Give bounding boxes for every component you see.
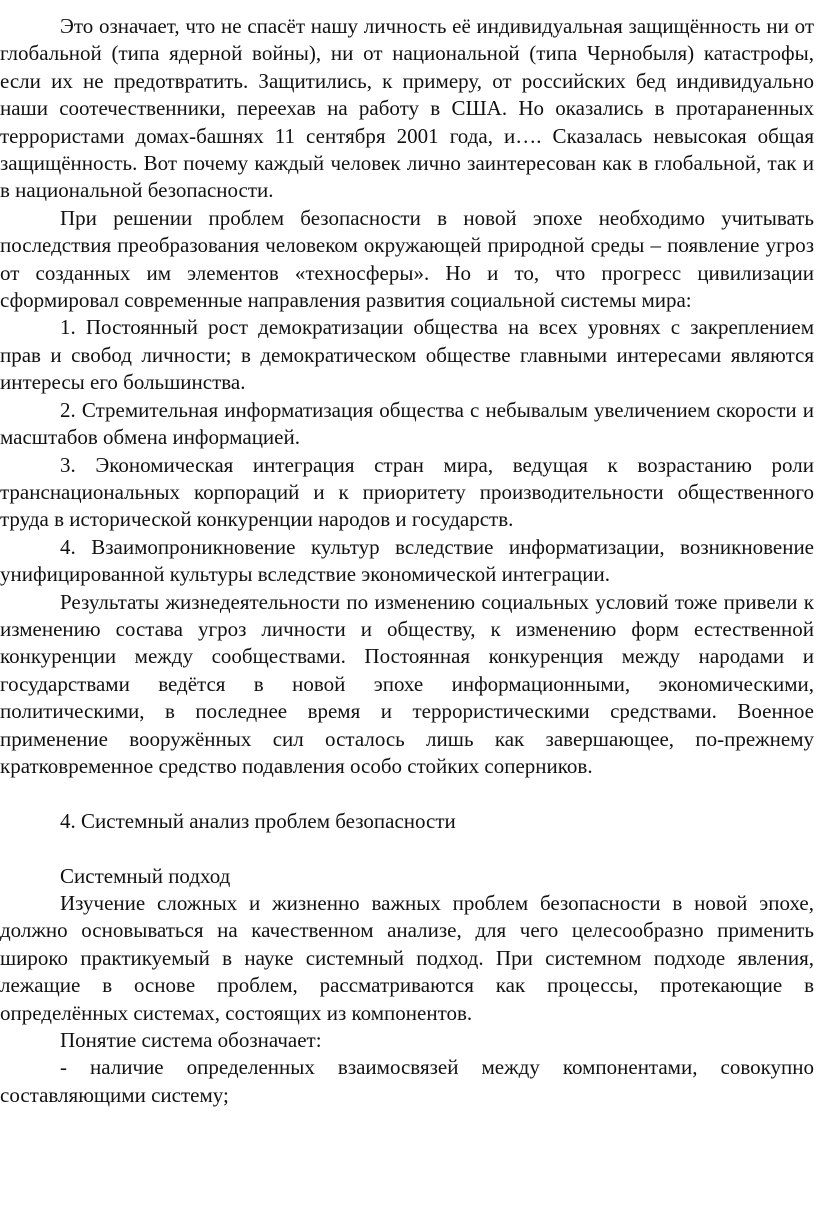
paragraph-security-problems: При решении проблем безопасности в новой эпохе необходимо учитывать последствия преобразования человеком окружающей природной среды – появление угроз от созданных им элементов «техносферы». Но и то, что прогресс цивилизации сформировал современные направления развития социальной системы мира: (0, 205, 814, 313)
document-page (0, 13, 814, 1109)
paragraph-intro: Это означает, что не спасёт нашу личность её индивидуальная защищённость ни от глобальной (типа ядерной войны), ни от национальной (типа Чернобыля) катастрофы, если их не предотвратить. Защитились, к примеру, от российских бед индивидуально наши соотечественники, переехав на работу в США. Но оказались в протараненных террористами домах-башнях 11 сентября 2001 года, и…. Сказалась невысокая общая защищённость. Вот почему каждый человек лично заинтересован как в глобальной, так и в национальной безопасности. (0, 14, 814, 203)
list-item-2: 2. Стремительная информатизация общества с небывалым увеличением скорости и масштабов обмена информацией. (0, 397, 814, 450)
paragraph-system-concept: Понятие система обозначает: (60, 1028, 322, 1052)
blank-line (0, 780, 814, 807)
list-item-4: 4. Взаимопроникновение культур вследствие информатизации, возникновение унифицированной культуры вследствие экономической интеграции. (0, 534, 814, 587)
paragraph-system-approach: Изучение сложных и жизненно важных проблем безопасности в новой эпохе, должно основываться на качественном анализе, для чего целесообразно применить широко практикуемый в науке системный подход. При системном подходе явления, лежащие в основе проблем, рассматриваются как процессы, протекающие в определённых системах, состоящих из компонентов. (0, 890, 814, 1025)
subsection-heading: Системный подход (60, 863, 231, 888)
paragraph-system-relations: - наличие определенных взаимосвязей между компонентами, совокупно составляющими систему; (0, 1055, 814, 1107)
blank-line (0, 835, 814, 862)
list-item-1: 1. Постоянный рост демократизации общества на всех уровнях с закреплением прав и свобод личности; в демократическом обществе главными интересами являются интересы его большинства. (0, 315, 814, 395)
list-item-3: 3. Экономическая интеграция стран мира, ведущая к возрастанию роли транснациональных корпораций и к приоритету производительности общественного труда в исторической конкуренции народов и государств. (0, 452, 814, 532)
section-heading: 4. Системный анализ проблем безопасности (60, 808, 456, 833)
paragraph-results: Результаты жизнедеятельности по изменению социальных условий тоже привели к изменению состава угроз личности и обществу, к изменению форм естественной конкуренции между сообществами. Постоянная конкуренция между народами и государствами ведётся в новой эпохе информационными, экономическими, политическими, в последнее время и террористическими средствами. Военное применение вооружённых сил осталось лишь как завершающее, по-прежнему кратковременное средство подавления особо стойких соперников. (0, 589, 814, 778)
